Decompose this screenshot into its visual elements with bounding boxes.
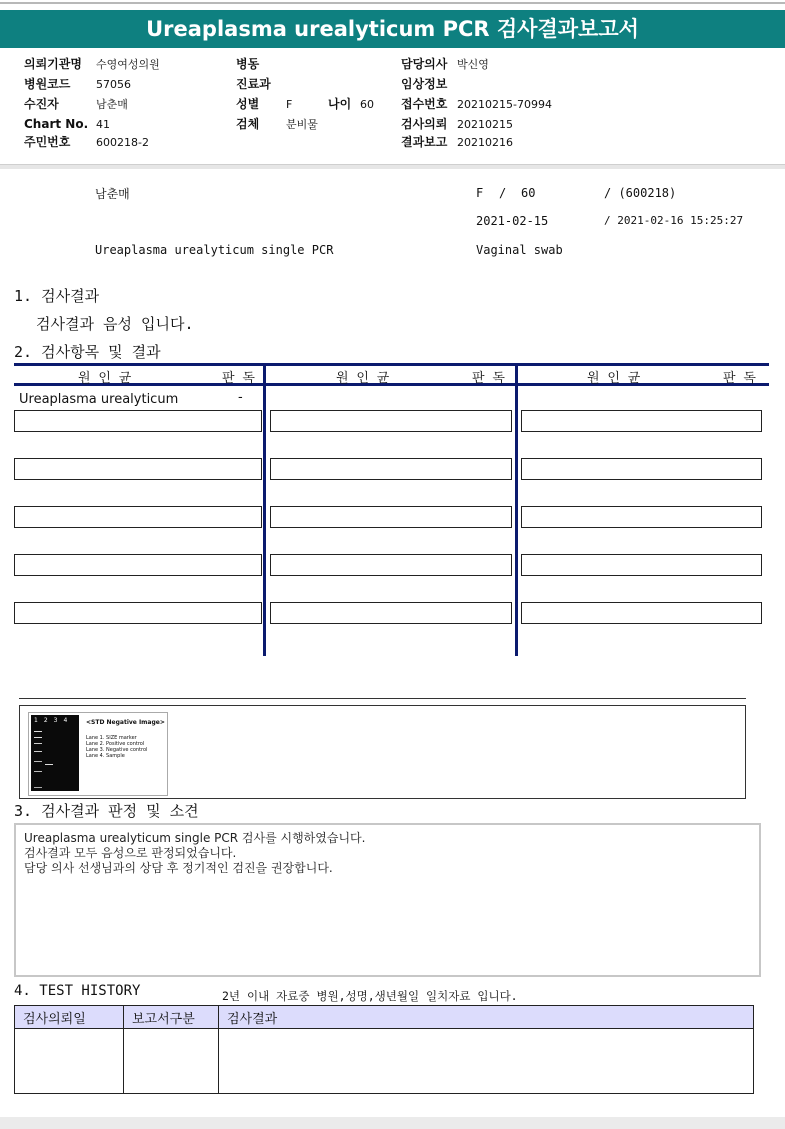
header-col3 bbox=[401, 56, 552, 151]
gel-legend: Lane 1. SIZE marker Lane 2. Positive control Lane 3. Negative control Lane 4. Sample bbox=[86, 735, 148, 759]
section3-title: 3. 검사결과 판정 및 소견 bbox=[14, 802, 199, 820]
value-specimen: 분비물 bbox=[286, 118, 318, 131]
result-box bbox=[14, 602, 262, 624]
summary-test-name: Ureaplasma urealyticum single PCR bbox=[95, 243, 334, 257]
result-box bbox=[14, 458, 262, 480]
opinion-line: Ureaplasma urealyticum single PCR 검사를 시행하였습니다. bbox=[24, 831, 366, 845]
result-box bbox=[521, 602, 762, 624]
value-hospital-code: 57056 bbox=[96, 78, 131, 91]
col-organism-2: 원 인 균 bbox=[336, 371, 390, 386]
label-doctor: 담당의사 bbox=[401, 57, 448, 71]
col-judgement-2: 판 독 bbox=[472, 371, 505, 386]
report-title: Ureaplasma urealyticum PCR 검사결과보고서 bbox=[0, 10, 785, 48]
value-chart-no: 41 bbox=[96, 118, 110, 131]
header-col2 bbox=[236, 56, 374, 133]
summary-report-datetime: / 2021-02-16 15:25:27 bbox=[604, 214, 744, 227]
label-clinical-info: 임상정보 bbox=[401, 77, 448, 91]
section2-title: 2. 검사항목 및 결과 bbox=[14, 343, 161, 361]
summary-slash: / bbox=[499, 186, 507, 200]
summary-request-date: 2021-02-15 bbox=[476, 214, 549, 228]
history-row bbox=[15, 1029, 754, 1094]
history-cell bbox=[124, 1029, 219, 1094]
history-cell bbox=[15, 1029, 124, 1094]
label-resident-no: 주민번호 bbox=[24, 135, 71, 149]
gel-lanes bbox=[31, 715, 79, 791]
col-organism-3: 원 인 균 bbox=[587, 371, 641, 386]
gel-image-title: <STD Negative Image> bbox=[86, 719, 165, 726]
result-box bbox=[521, 458, 762, 480]
lane-numbers: 1234 bbox=[34, 717, 74, 724]
label-specimen: 검체 bbox=[236, 117, 260, 131]
label-sex: 성별 bbox=[236, 97, 260, 111]
table-top-rule bbox=[14, 363, 769, 366]
table-divider-2 bbox=[515, 363, 518, 656]
opinion-line: 검사결과 모두 음성으로 판정되었습니다. bbox=[24, 846, 237, 860]
summary-age: 60 bbox=[521, 186, 536, 200]
value-resident-no: 600218-2 bbox=[96, 136, 149, 149]
result-box bbox=[521, 554, 762, 576]
header-col1 bbox=[24, 56, 160, 151]
value-age: 60 bbox=[360, 98, 374, 111]
history-table bbox=[14, 1005, 754, 1094]
top-rule bbox=[0, 2, 785, 4]
result-box bbox=[270, 602, 512, 624]
result-box bbox=[270, 506, 512, 528]
col-organism-1: 원 인 균 bbox=[78, 371, 132, 386]
organism-result: - bbox=[238, 390, 243, 405]
history-cell bbox=[219, 1029, 754, 1094]
result-box bbox=[270, 554, 512, 576]
label-ward: 병동 bbox=[236, 57, 260, 71]
value-institution: 수영여성의원 bbox=[96, 58, 160, 71]
history-col-request-date: 검사의뢰일 bbox=[15, 1006, 124, 1029]
label-patient: 수진자 bbox=[24, 97, 59, 111]
header-separator bbox=[0, 164, 785, 169]
label-report-date: 결과보고 bbox=[401, 135, 448, 149]
section1-title: 1. 검사결과 bbox=[14, 287, 100, 305]
label-department: 진료과 bbox=[236, 77, 271, 91]
image-top-rule bbox=[19, 698, 746, 699]
col-judgement-1: 판 독 bbox=[222, 371, 255, 386]
summary-specimen: Vaginal swab bbox=[476, 243, 563, 257]
result-box bbox=[14, 554, 262, 576]
result-box bbox=[14, 506, 262, 528]
result-box bbox=[270, 410, 512, 432]
label-hospital-code: 병원코드 bbox=[24, 77, 71, 91]
result-box bbox=[521, 506, 762, 528]
value-patient: 남춘매 bbox=[96, 98, 128, 111]
result-box bbox=[521, 410, 762, 432]
value-sex: F bbox=[286, 98, 293, 111]
summary-name: 남춘매 bbox=[95, 187, 130, 201]
summary-sex: F bbox=[476, 186, 484, 200]
value-request-date: 20210215 bbox=[457, 118, 513, 131]
result-box bbox=[270, 458, 512, 480]
value-receipt-no: 20210215-70994 bbox=[457, 98, 552, 111]
value-doctor: 박신영 bbox=[457, 58, 489, 71]
label-institution: 의뢰기관명 bbox=[24, 57, 82, 71]
label-receipt-no: 접수번호 bbox=[401, 97, 448, 111]
opinion-text bbox=[24, 831, 365, 876]
table-divider-1 bbox=[263, 363, 266, 656]
history-col-report-type: 보고서구분 bbox=[124, 1006, 219, 1029]
opinion-line: 담당 의사 선생님과의 상담 후 정기적인 검진을 권장합니다. bbox=[24, 861, 333, 875]
gel-image bbox=[28, 712, 168, 796]
section4-title: 4. TEST HISTORY bbox=[14, 983, 141, 999]
value-report-date: 20210216 bbox=[457, 136, 513, 149]
result-box bbox=[14, 410, 262, 432]
section4-note: 2년 이내 자료중 병원,성명,생년월일 일치자료 입니다. bbox=[222, 989, 518, 1003]
label-request-date: 검사의뢰 bbox=[401, 117, 448, 131]
summary-id: / (600218) bbox=[604, 186, 677, 200]
history-col-result: 검사결과 bbox=[219, 1006, 754, 1029]
label-age: 나이 bbox=[328, 97, 352, 111]
label-chart-no: Chart No. bbox=[24, 117, 89, 131]
section1-result: 검사결과 음성 입니다. bbox=[36, 315, 194, 333]
col-judgement-3: 판 독 bbox=[723, 371, 756, 386]
organism-item: Ureaplasma urealyticum bbox=[19, 392, 179, 407]
